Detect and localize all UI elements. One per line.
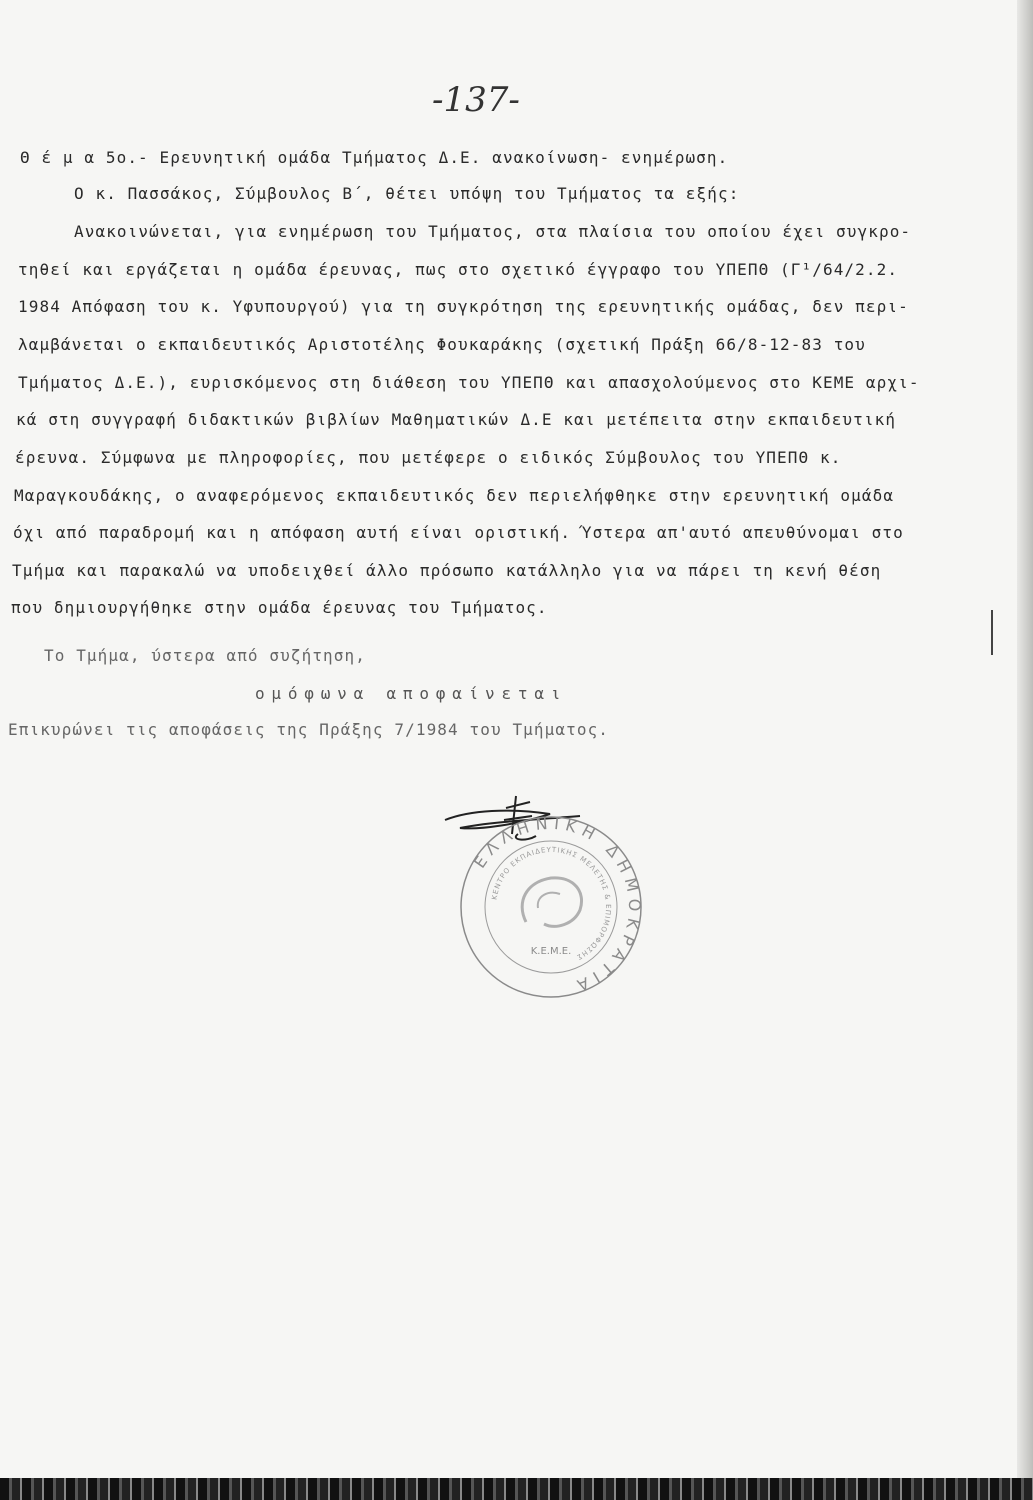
decision-line: Επικυρώνει τις αποφάσεις της Πράξης 7/1984 του Τμήματος. [8,720,610,739]
svg-text:ΚΕΝΤΡΟ ΕΚΠΑΙΔΕΥΤΙΚΗΣ ΜΕΛΕΤΗΣ & [490,846,612,962]
body-line: που δημιουργήθηκε στην ομάδα έρευνας του Τμήματος. [11,598,548,617]
page-edge [1017,0,1033,1500]
scan-border [0,1478,1033,1500]
body-line: όχι από παραδρομή και η απόφαση αυτή είναι οριστική. Ύστερα απ'αυτό απευθύνομαι στο [13,523,904,542]
subject-label: Θ έ μ α 5ο.- [20,148,149,167]
body-line: έρευνα. Σύμφωνα με πληροφορίες, που μετέφερε ο ειδικός Σύμβουλος του ΥΠΕΠΘ κ. [15,448,842,467]
decision-label: ομόφωνα αποφαίνεται [255,684,568,703]
body-line: τηθεί και εργάζεται η ομάδα έρευνας, πως στο σχετικό έγγραφο του ΥΠΕΠΘ (Γ¹/64/2.2. [18,260,899,279]
official-stamp [456,812,646,1002]
subject-title: Ερευνητική ομάδα Τμήματος Δ.Ε. ανακοίνωση- ενημέρωση. [159,148,729,167]
stamp-bottom-text: Κ.Ε.Μ.Ε. [530,946,572,957]
body-line: Μαραγκουδάκης, ο αναφερόμενος εκπαιδευτικός δεν περιελήφθηκε στην ερευνητική ομάδα [14,486,895,505]
margin-mark [991,610,993,655]
stamp-ring-text: ΕΛΛΗΝΙΚΗ ΔΗΜΟΚΡΑΤΙΑ [469,813,645,998]
page-number: -137- [432,80,520,120]
intro-line: Ο κ. Πασσάκος, Σύμβουλος Β΄, θέτει υπόψη του Τμήματος τα εξής: [74,184,740,203]
subject-heading [20,148,728,167]
body-line: κά στη συγγραφή διδακτικών βιβλίων Μαθηματικών Δ.Ε και μετέπειτα στην εκπαιδευτική [16,410,897,429]
body-line: 1984 Απόφαση του κ. Υφυπουργού) για τη συγκρότηση της ερευνητικής ομάδας, δεν περι- [18,297,909,316]
body-line: Ανακοινώνεται, για ενημέρωση του Τμήματος, στα πλαίσια του οποίου έχει συγκρο- [74,222,912,241]
body-line: λαμβάνεται ο εκπαιδευτικός Αριστοτέλης Φουκαράκης (σχετική Πράξη 66/8-12-83 του [18,335,866,354]
discussion-line: Το Τμήμα, ύστερα από συζήτηση, [44,646,366,665]
body-line: Τμήματος Δ.Ε.), ευρισκόμενος στη διάθεση του ΥΠΕΠΘ και απασχολούμενος στο ΚΕΜΕ αρχι- [18,373,920,392]
body-line: Τμήμα και παρακαλώ να υποδειχθεί άλλο πρόσωπο κατάλληλο για να πάρει τη κενή θέση [12,561,882,580]
stamp-inner-text: ΚΕΝΤΡΟ ΕΚΠΑΙΔΕΥΤΙΚΗΣ ΜΕΛΕΤΗΣ & ΕΠΙΜΟΡΦΩΣΗΣ [490,845,613,962]
